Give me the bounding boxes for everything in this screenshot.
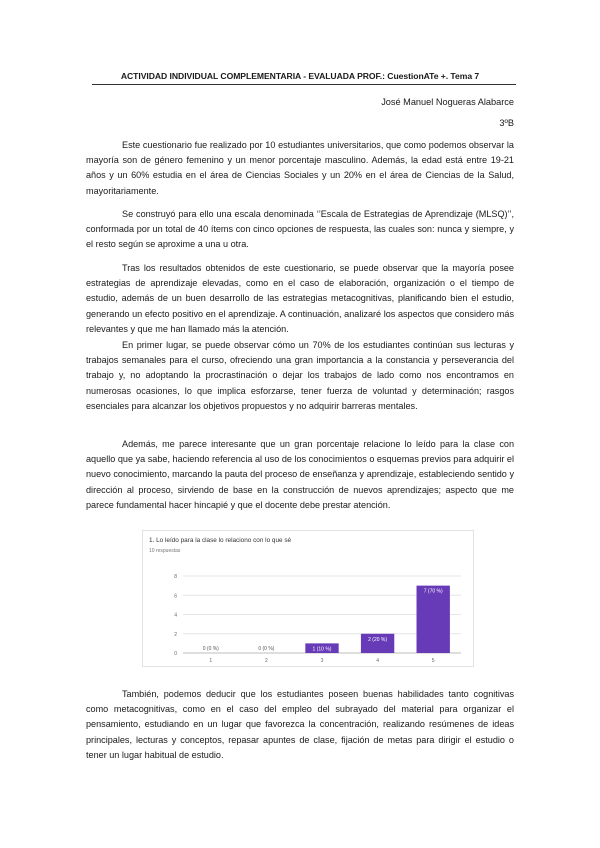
y-tick-label: 2	[174, 631, 177, 638]
chart-card	[142, 530, 474, 667]
data-label: 1 (10 %)	[312, 646, 332, 653]
x-tick-label: 2	[265, 658, 268, 664]
chart-bar	[417, 586, 450, 653]
paragraph-results: Tras los resultados obtenidos de este cuestionario, se puede observar que la mayoría posee estrategias de aprendizaje elevadas, como en el caso de elaboración, organización o el tiempo de estudio, además de un buen desarrollo de las estrategias metacognitivas, planificando bien el estudio, generando un efecto positivo en el aprendizaje. A continuación, analizaré los aspectos que considero más relevantes y que me han llamado más la atención.	[86, 263, 514, 334]
y-tick-label: 4	[174, 612, 177, 619]
author-name: José Manuel Nogueras Alabarce	[381, 97, 514, 107]
x-tick-label: 5	[431, 658, 435, 664]
data-label: 7 (70 %)	[423, 588, 443, 595]
chart-subtitle: 10 respuestas	[149, 548, 181, 554]
paragraph-prior-knowledge: Además, me parece interesante que un gran porcentaje relacione lo leído para la clase con aquello que ya sabe, haciendo referencia al uso de los conocimientos o esquemas previos para adquirir el nuevo conocimiento, marcando la pauta del proceso de enseñanza y aprendizaje, estableciendo sentido y dirección al proceso, sirviendo de base en la construcción de nuevos aprendizajes; aspecto que me parece fundamental hacer hincapié y que el docente debe prestar atención.	[86, 439, 514, 510]
data-label: 2 (20 %)	[368, 636, 388, 643]
group-label: 3ºB	[499, 118, 514, 128]
x-tick-label: 1	[209, 658, 213, 664]
paragraph-cognitive-skills: También, podemos deducir que los estudiantes poseen buenas habilidades tanto cognitivas como metacognitivas, como en el caso del empleo del subrayado del material para organizar el pensamiento, estudiando en un lugar que favorezca la concentración, realizando resúmenes de ideas principales, lecturas y conceptos, repasar apuntes de clase, fijación de metas para dirigir el estudio o tener un lugar habitual de estudio.	[86, 689, 514, 760]
y-tick-label: 0	[174, 651, 177, 657]
x-tick-label: 3	[320, 658, 324, 664]
chart-title: 1. Lo leído para la clase lo relaciono con lo que sé	[149, 537, 292, 544]
document-header-title: ACTIVIDAD INDIVIDUAL COMPLEMENTARIA - EVALUADA PROF.: CuestionATe +. Tema 7	[120, 71, 480, 81]
x-tick-label: 4	[376, 658, 379, 664]
data-label: 0 (0 %)	[202, 646, 219, 652]
paragraph-intro: Este cuestionario fue realizado por 10 estudiantes universitarios, que como podemos observar la mayoría son de género femenino y un menor porcentaje masculino. Además, la edad está entre 19-21 años y un 60% estudia en el área de Ciencias Sociales y un 20% en el área de Ciencias de la Salud, mayoritariamente.	[86, 140, 514, 196]
bar-chart	[143, 531, 473, 666]
paragraph-scale: Se construyó para ello una escala denominada ‘’Escala de Estrategias de Aprendizaje (MLSQ)’’, conformada por un total de 40 ítems con cinco opciones de respuesta, las cuales son: nunca y siempre, y el resto según se aproxime a una u otra.	[86, 209, 514, 250]
header-rule	[92, 84, 516, 85]
y-tick-label: 8	[174, 574, 177, 580]
y-tick-label: 6	[174, 593, 177, 600]
paragraph-first-point: En primer lugar, se puede observar cómo un 70% de los estudiantes continúan sus lecturas y trabajos semanales para el curso, ofreciendo una gran importancia a la constancia y perseverancia del trabajo y, no adoptando la procrastinación o dejar los trabajos de lado como nos encontramos en numerosas ocasiones, lo que implica esforzarse, tener fuerza de voluntad y determinación; rasgos esenciales para alcanzar los objetivos propuestos y no adquirir barreras mentales.	[86, 340, 514, 411]
data-label: 0 (0 %)	[258, 646, 275, 652]
